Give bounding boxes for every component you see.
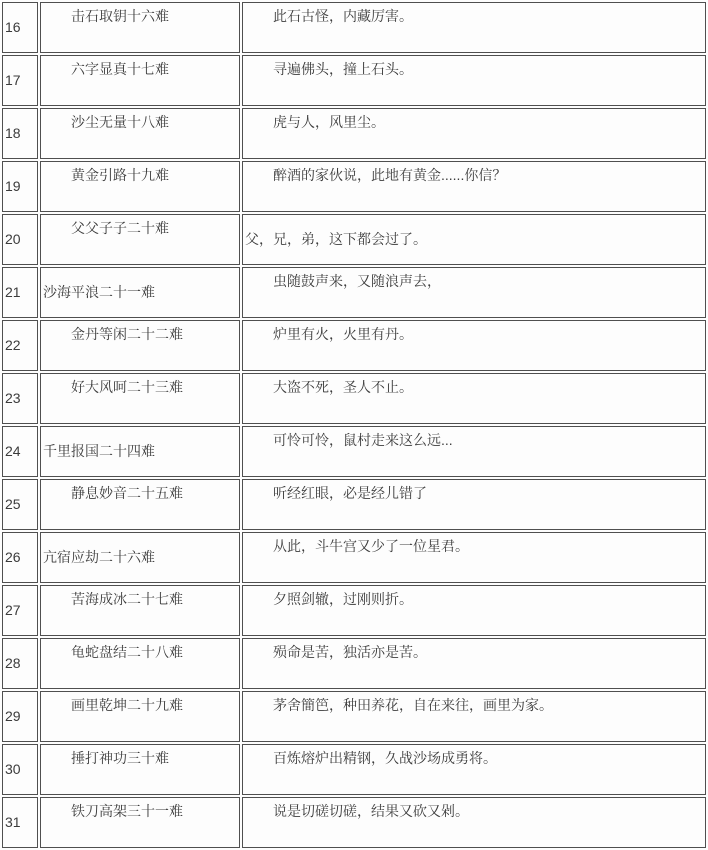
table-row (2, 55, 706, 106)
difficulty-description-cell: 从此，斗牛宫又少了一位星君。 (242, 532, 706, 583)
table-row (2, 426, 706, 477)
difficulty-name-cell: 亢宿应劫二十六难 (40, 532, 240, 583)
table-row (2, 479, 706, 530)
difficulty-name-cell: 沙海平浪二十一难 (40, 267, 240, 318)
difficulty-number-cell: 30 (2, 744, 38, 795)
table-row (2, 532, 706, 583)
difficulty-number-cell: 25 (2, 479, 38, 530)
difficulty-number-cell: 26 (2, 532, 38, 583)
difficulty-description-cell: 大盗不死，圣人不止。 (242, 373, 706, 424)
difficulty-description-cell: 炉里有火，火里有丹。 (242, 320, 706, 371)
difficulty-number-cell: 24 (2, 426, 38, 477)
table-row (2, 320, 706, 371)
table-row (2, 267, 706, 318)
difficulty-name-cell: 金丹等闲二十二难 (40, 320, 240, 371)
difficulty-name-cell: 黄金引路十九难 (40, 161, 240, 212)
difficulty-description-cell: 父，兄，弟，这下都会过了。 (242, 214, 706, 265)
difficulty-description-cell: 百炼熔炉出精钢，久战沙场成勇将。 (242, 744, 706, 795)
difficulty-name-cell: 父父子子二十难 (40, 214, 240, 265)
difficulty-number-cell: 29 (2, 691, 38, 742)
difficulty-description-cell: 说是切磋切磋，结果又砍又剁。 (242, 797, 706, 848)
difficulty-name-cell: 铁刀高架三十一难 (40, 797, 240, 848)
table-row (2, 373, 706, 424)
difficulty-name-cell: 好大风呵二十三难 (40, 373, 240, 424)
table-row (2, 108, 706, 159)
table-row (2, 691, 706, 742)
difficulty-number-cell: 23 (2, 373, 38, 424)
difficulty-description-cell: 醉酒的家伙说，此地有黄金......你信？ (242, 161, 706, 212)
difficulty-name-cell: 千里报国二十四难 (40, 426, 240, 477)
difficulty-description-cell: 寻遍佛头，撞上石头。 (242, 55, 706, 106)
table-row (2, 214, 706, 265)
difficulty-name-cell: 六字显真十七难 (40, 55, 240, 106)
difficulty-description-cell: 虫随鼓声来，又随浪声去， (242, 267, 706, 318)
difficulty-number-cell: 27 (2, 585, 38, 636)
difficulty-number-cell: 22 (2, 320, 38, 371)
difficulty-number-cell: 19 (2, 161, 38, 212)
difficulty-number-cell: 20 (2, 214, 38, 265)
difficulty-description-cell: 殒命是苦，独活亦是苦。 (242, 638, 706, 689)
difficulty-name-cell: 沙尘无量十八难 (40, 108, 240, 159)
difficulty-name-cell: 静息妙音二十五难 (40, 479, 240, 530)
difficulties-table-body (2, 2, 706, 848)
table-row (2, 161, 706, 212)
difficulty-number-cell: 18 (2, 108, 38, 159)
difficulty-description-cell: 可怜可怜，鼠村走来这么远... (242, 426, 706, 477)
difficulty-description-cell: 此石古怪，内藏厉害。 (242, 2, 706, 53)
table-row (2, 797, 706, 848)
table-row (2, 638, 706, 689)
table-row (2, 744, 706, 795)
difficulty-name-cell: 龟蛇盘结二十八难 (40, 638, 240, 689)
difficulty-name-cell: 击石取钥十六难 (40, 2, 240, 53)
difficulty-description-cell: 虎与人，风里尘。 (242, 108, 706, 159)
difficulty-name-cell: 画里乾坤二十九难 (40, 691, 240, 742)
difficulty-number-cell: 16 (2, 2, 38, 53)
difficulty-description-cell: 茅舍簡笆，种田养花，自在来往，画里为家。 (242, 691, 706, 742)
difficulty-description-cell: 听经红眼，必是经儿错了 (242, 479, 706, 530)
difficulty-number-cell: 31 (2, 797, 38, 848)
table-row (2, 585, 706, 636)
difficulty-number-cell: 21 (2, 267, 38, 318)
difficulty-number-cell: 28 (2, 638, 38, 689)
table-row (2, 2, 706, 53)
difficulty-description-cell: 夕照剑辙，过刚则折。 (242, 585, 706, 636)
difficulty-name-cell: 苦海成冰二十七难 (40, 585, 240, 636)
difficulty-number-cell: 17 (2, 55, 38, 106)
difficulty-name-cell: 捶打神功三十难 (40, 744, 240, 795)
